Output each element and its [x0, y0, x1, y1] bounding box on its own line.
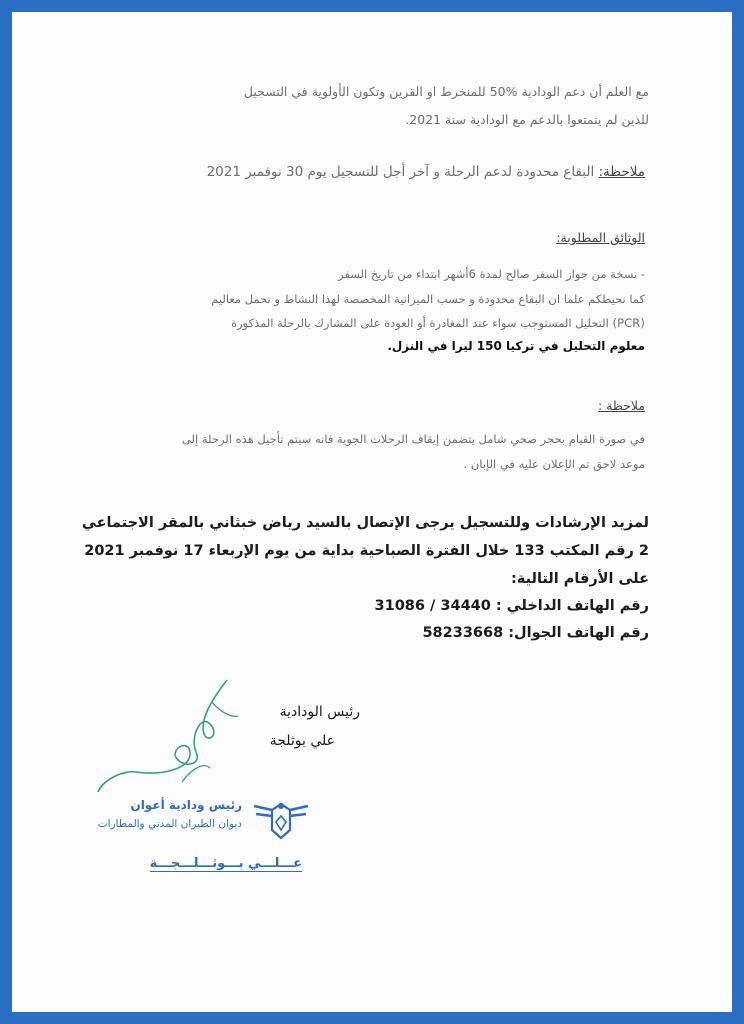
contact-line2: 2 رقم المكتب 133 خلال الفترة الصباحية بداية من يوم الإربعاء 17 نوفمبر 2021 — [84, 543, 649, 559]
stamp-emblem-icon — [252, 796, 310, 842]
note1-label: ملاحظة: — [598, 164, 645, 180]
stamp-line2: ديوان الطيران المدني والمطارات — [97, 818, 242, 830]
signature-name: علي بوثلجة — [269, 733, 335, 749]
contact-phone-internal: رقم الهاتف الداخلي : 34440 / 31086 — [374, 598, 649, 614]
contact-line1: لمزيد الإرشادات وللتسجيل يرجى الإتصال بالسيد رياض خبثاني بالمقر الاجتماعي — [81, 515, 649, 531]
note2-line1: في صورة القيام بحجر صحي شامل يتضمن إيقاف الرحلات الجوية فانه سيتم تأجيل هذه الرحلة إلى — [181, 432, 645, 446]
documents-line1: - نسخة من جواز السفر صالح لمدة 6أشهر ابتداء من تاريخ السفر — [338, 267, 645, 281]
paragraph1-line2: للذين لم يتمتعوا بالدعم مع الودادية سنة 2021. — [405, 112, 649, 127]
documents-line2: كما نحيطكم علما ان البقاع محدودة و حسب الميزانية المخصصة لهذا النشاط و تحمل معاليم — [211, 292, 645, 306]
contact-phone-mobile: رقم الهاتف الجوال: 58233668 — [422, 625, 649, 641]
documents-heading: الوثائق المطلوبة: — [556, 230, 645, 245]
handwritten-signature — [92, 672, 242, 802]
note1 — [207, 164, 645, 180]
stamp-name: عـــلـــي بـــوثـــلـــجـــة — [149, 856, 302, 871]
note2-label: ملاحظة : — [597, 398, 645, 413]
note2-line2: موعد لاحق تم الإعلان عليه في الإبان . — [463, 457, 645, 471]
stamp-line1: رئيس ودادية أعوان — [130, 798, 242, 812]
official-stamp — [97, 792, 312, 882]
paragraph1-line1: مع العلم أن دعم الودادية %50 للمنخرط او القرين وتكون الأولوية في التسجيل — [243, 84, 649, 99]
signature-title: رئيس الودادية — [279, 704, 360, 720]
documents-line4: معلوم التحليل في تركيا 150 ليرا في النزل. — [387, 339, 645, 353]
note1-text: البقاع محدودة لدعم الرحلة و آخر أجل للتسجيل يوم 30 نوفمبر 2021 — [206, 164, 599, 180]
document-page — [12, 12, 732, 1012]
contact-line3: على الأرقام التالية: — [510, 571, 649, 587]
documents-line3: (PCR) التحليل المستوجب سواء عند المغادرة أو العودة على المشارك بالرحلة المذكورة — [231, 316, 645, 330]
